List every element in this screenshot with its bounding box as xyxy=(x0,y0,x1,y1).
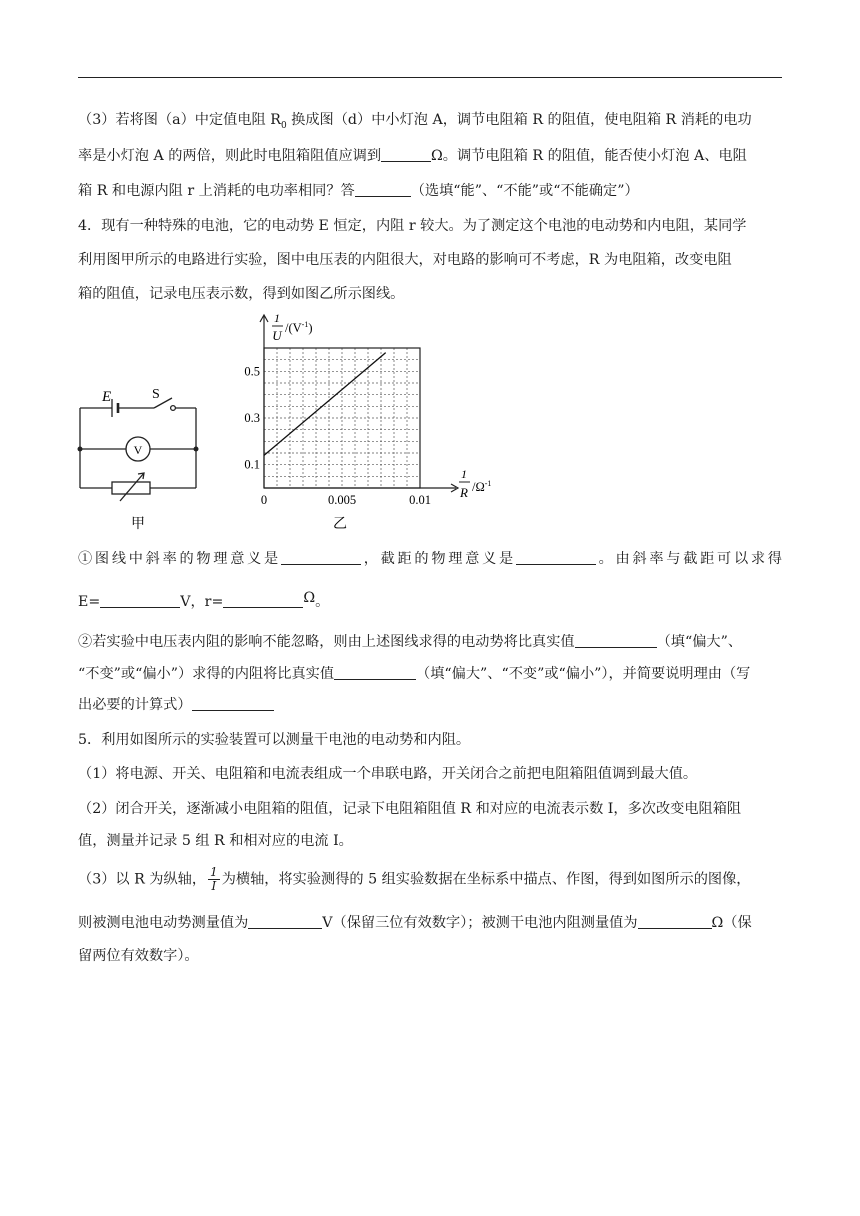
q5-line-6: 则被测电池电动势测量值为 V（保留三位有效数字）；被测干电池内阻测量值为 Ω（保 xyxy=(78,915,752,931)
q3-line-1: （3）若将图（a）中定值电阻 $R_0$ 换成图（d）中小灯泡 A，调节电阻箱 R 的阻值，使电阻箱 R 消耗的电功 xyxy=(78,112,752,131)
x-tick-label: 0 xyxy=(260,493,268,507)
answer-blank[interactable] xyxy=(334,665,416,680)
q4-sub1-line-1: ①图线中斜率的物理意义是 ，截距的物理意义是 。由斜率与截距可以求得 xyxy=(78,551,782,567)
y-label-den: U xyxy=(272,328,282,343)
answer-blank[interactable] xyxy=(223,593,303,608)
answer-blank[interactable] xyxy=(355,182,411,197)
q5-line-1: 5．利用如图所示的实验装置可以测量干电池的电动势和内阻。 xyxy=(78,732,471,748)
graph-yi xyxy=(230,310,510,535)
y-tick-label: 0.5 xyxy=(244,364,260,379)
circuit-diagram xyxy=(72,380,212,530)
x-label-num: 1 xyxy=(461,467,467,481)
y-label-unit: $/(V^{-1})$ xyxy=(285,320,313,335)
y-tick-label: 0.3 xyxy=(244,411,260,425)
graph-grid xyxy=(264,348,420,488)
q5-line-7: 留两位有效数字）。 xyxy=(78,948,199,964)
x-tick-label: 0.01 xyxy=(409,493,431,507)
answer-blank[interactable] xyxy=(516,550,596,565)
label-V: V xyxy=(133,443,143,457)
q4-sub2-line-3: 出必要的计算式） xyxy=(78,695,782,715)
caption-yi: 乙 xyxy=(333,517,347,532)
y-label-num: 1 xyxy=(274,311,280,325)
q5-line-5: （3）以 R 为纵轴， $\frac{1}{I}$ 为横轴，将实验测得的 5 组实验数据在坐标系中描点、作图，得到如图所示的图像， xyxy=(78,866,751,893)
x-label-unit: $/\Omega^{-1}$ xyxy=(472,479,492,494)
label-E: E xyxy=(102,389,112,405)
fraction-1-over-I: $\frac{1}{I}$ xyxy=(210,866,218,893)
answer-blank[interactable] xyxy=(100,593,180,608)
x-tick-label: 0.005 xyxy=(327,493,357,507)
q5-line-3: （2）闭合开关，逐渐减小电阻箱的阻值，记录下电阻箱阻值 R 和对应的电流表示数 I，多次改变电阻箱阻 xyxy=(78,801,742,817)
series-line xyxy=(264,353,386,456)
q5-line-4: 值，测量并记录 5 组 R 和相对应的电流 I。 xyxy=(78,833,353,849)
caption-jia: 甲 xyxy=(131,517,145,530)
answer-blank[interactable] xyxy=(381,147,431,162)
answer-blank[interactable] xyxy=(638,914,712,929)
answer-blank[interactable] xyxy=(281,550,361,565)
q3-line-2: 率是小灯泡 A 的两倍，则此时电阻箱阻值应调到 Ω。调节电阻箱 R 的阻值，能否使小灯泡 A、电阻 xyxy=(78,148,747,164)
header-rule xyxy=(78,77,782,78)
y-tick-label: 0.1 xyxy=(244,457,260,472)
q4-sub2-line-1: ②若实验中电压表内阻的影响不能忽略，则由上述图线求得的电动势将比真实值 （填“偏大”、 xyxy=(78,634,743,650)
answer-blank[interactable] xyxy=(192,696,274,711)
graph-series xyxy=(264,353,386,456)
q4-line-1: 4．现有一种特殊的电池，它的电动势 E 恒定，内阻 r 较大。为了测定这个电池的电动势和内电阻，某同学 xyxy=(78,218,747,234)
q4-sub2-line-2: “不变”或“偏小”）求得的内阻将比真实值 （填“偏大”、“不变”或“偏小”），并简要说明理由（写 xyxy=(78,666,751,682)
q4-line-2: 利用图甲所示的电路进行实验，图中电压表的内阻很大，对电路的影响可不考虑，R 为电阻箱，改变电阻 xyxy=(78,252,732,268)
label-S: S xyxy=(152,387,160,402)
answer-blank[interactable] xyxy=(575,633,657,648)
q3-line-3: 箱 R 和电源内阻 r 上消耗的电功率相同？答 （选填“能”、“不能”或“不能确定”） xyxy=(78,183,639,199)
q5-line-2: （1）将电源、开关、电阻箱和电流表组成一个串联电路，开关闭合之前把电阻箱阻值调到最大值。 xyxy=(78,766,698,782)
q4-line-3: 箱的阻值，记录电压表示数，得到如图乙所示图线。 xyxy=(78,286,405,302)
q4-sub1-line-2: E= V，r= Ω。 xyxy=(78,590,330,610)
x-label-den: R xyxy=(460,485,468,500)
answer-blank[interactable] xyxy=(248,914,322,929)
graph-ticks xyxy=(244,364,431,507)
